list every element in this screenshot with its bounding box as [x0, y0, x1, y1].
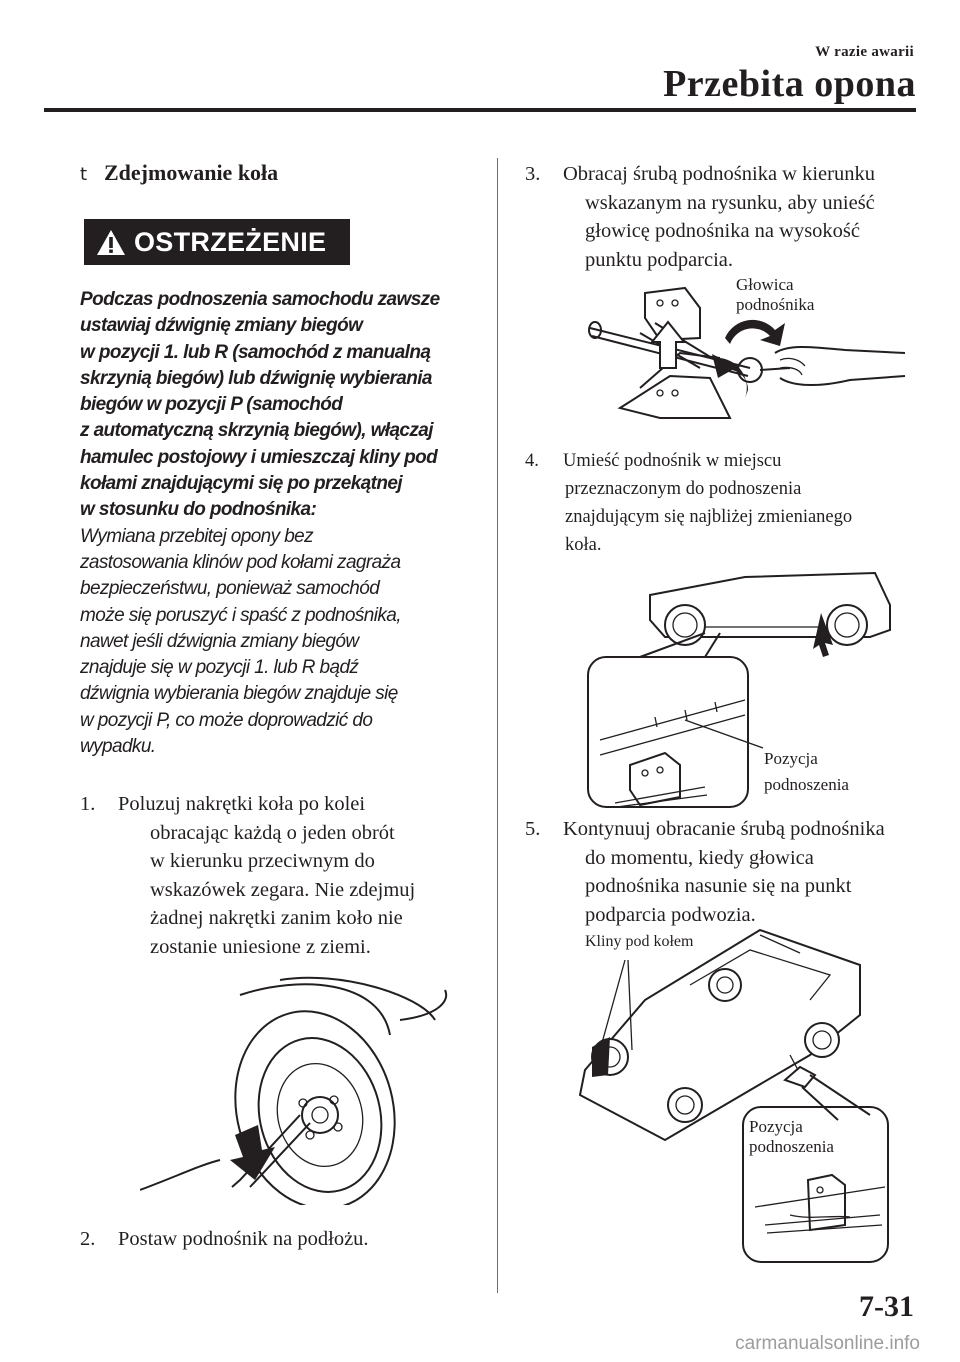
- step-number: 2.: [80, 1228, 96, 1250]
- label-lift-position-1: [764, 746, 849, 798]
- step-3: [525, 160, 925, 274]
- step-line: głowicę podnośnika na wysokość: [585, 220, 860, 242]
- warning-bold-line: kołami znajdującymi się po przekątnej: [80, 473, 403, 495]
- warning-bold-line: w stosunku do podnośnika:: [80, 499, 317, 521]
- step-line: zostanie uniesione z ziemi.: [150, 935, 371, 958]
- label-lift-position-2: [749, 1117, 834, 1157]
- warning-label: OSTRZEŻENIE: [134, 226, 327, 257]
- warning-line: bezpieczeństwu, ponieważ samochód: [80, 578, 380, 600]
- warning-bold-line: ustawiaj dźwignię zmiany biegów: [80, 315, 363, 337]
- page-title: Przebita opona: [663, 63, 916, 105]
- warning-bold-line: skrzynią biegów) lub dźwignię wybierania: [80, 367, 432, 389]
- warning-banner: [84, 219, 350, 265]
- step-line: Kontynuuj obracanie śrubą podnośnika: [563, 818, 885, 840]
- warning-line: Wymiana przebitej opony bez: [80, 525, 314, 547]
- step-line: znajdującym się najbliżej zmienianego: [565, 507, 853, 527]
- step-number: 5.: [525, 818, 541, 840]
- warning-line: może się poruszyć i spaść z podnośnika,: [80, 604, 401, 626]
- wheel-nut-illustration: [140, 975, 455, 1205]
- step-number: 4.: [525, 451, 539, 471]
- step-line: podparcia podwozia.: [585, 903, 756, 926]
- step-line: wskazówek zegara. Nie zdejmuj: [150, 878, 416, 901]
- label-line: Pozycja: [764, 749, 818, 768]
- warning-bold-line: w pozycji 1. lub R (samochód z manualną: [80, 341, 431, 363]
- step-number: 3.: [525, 163, 541, 185]
- step-line: w kierunku przeciwnym do: [150, 850, 375, 872]
- step-2: [80, 1225, 490, 1254]
- warning-bold-line: hamulec postojowy i umieszczaj kliny pod: [80, 446, 438, 468]
- label-line: podnośnika: [736, 295, 815, 314]
- column-divider: [497, 158, 498, 1293]
- step-line: punktu podparcia.: [585, 248, 734, 271]
- step-line: obracając każdą o jeden obrót: [150, 821, 395, 844]
- step-line: przeznaczonym do podnoszenia: [565, 479, 802, 499]
- warning-bold-line: z automatyczną skrzynią biegów), włączaj: [80, 420, 433, 442]
- warning-line: wypadku.: [80, 736, 156, 758]
- label-wheel-chocks: Kliny pod kołem: [585, 933, 694, 950]
- step-line: Poluzuj nakrętki koła po kolei: [118, 793, 366, 815]
- step-line: żadnej nakrętki zanim koło nie: [150, 907, 403, 929]
- header-rule: [44, 108, 916, 112]
- wheel-chocks-illustration: [570, 925, 915, 1270]
- step-4: [525, 447, 925, 559]
- label-line: podnoszenia: [749, 1137, 834, 1156]
- step-number: 1.: [80, 793, 96, 815]
- warning-line: dźwignia wybierania biegów znajduje się: [80, 683, 398, 705]
- warning-text: [80, 287, 480, 760]
- label-jack-head: [736, 275, 814, 315]
- warning-line: zastosowania klinów pod kołami zagraża: [80, 551, 401, 573]
- step-line: do momentu, kiedy głowica: [585, 846, 814, 869]
- step-line: Postaw podnośnik na podłożu.: [118, 1228, 369, 1250]
- lift-position-illustration: [585, 565, 915, 825]
- warning-bold-line: Podczas podnoszenia samochodu zawsze: [80, 289, 440, 310]
- warning-bold-line: biegów w pozycji P (samochód: [80, 394, 343, 416]
- label-line: podnoszenia: [764, 775, 849, 794]
- label-line: Głowica: [736, 275, 794, 294]
- page-number: 7-31: [859, 1290, 914, 1323]
- section-bullet: t: [80, 164, 88, 185]
- warning-line: nawet jeśli dźwignia zmiany biegów: [80, 630, 359, 652]
- step-line: Umieść podnośnik w miejscu: [563, 451, 782, 471]
- step-1: [80, 790, 490, 961]
- chapter-label: W razie awarii: [815, 44, 914, 60]
- step-line: koła.: [565, 535, 602, 555]
- step-line: wskazanym na rysunku, aby unieść: [585, 191, 875, 214]
- watermark: carmanualsonline.info: [735, 1333, 920, 1354]
- section-title: [80, 160, 278, 186]
- section-title-text: Zdejmowanie koła: [104, 160, 279, 185]
- step-line: Obracaj śrubą podnośnika w kierunku: [563, 163, 875, 185]
- warning-line: znajduje się w pozycji 1. lub R bądź: [80, 657, 359, 679]
- warning-triangle-icon: [96, 229, 126, 256]
- step-line: podnośnika nasunie się na punkt: [585, 875, 852, 897]
- step-5: [525, 815, 930, 929]
- label-line: Pozycja: [749, 1117, 803, 1136]
- warning-line: w pozycji P, co może doprowadzić do: [80, 709, 373, 731]
